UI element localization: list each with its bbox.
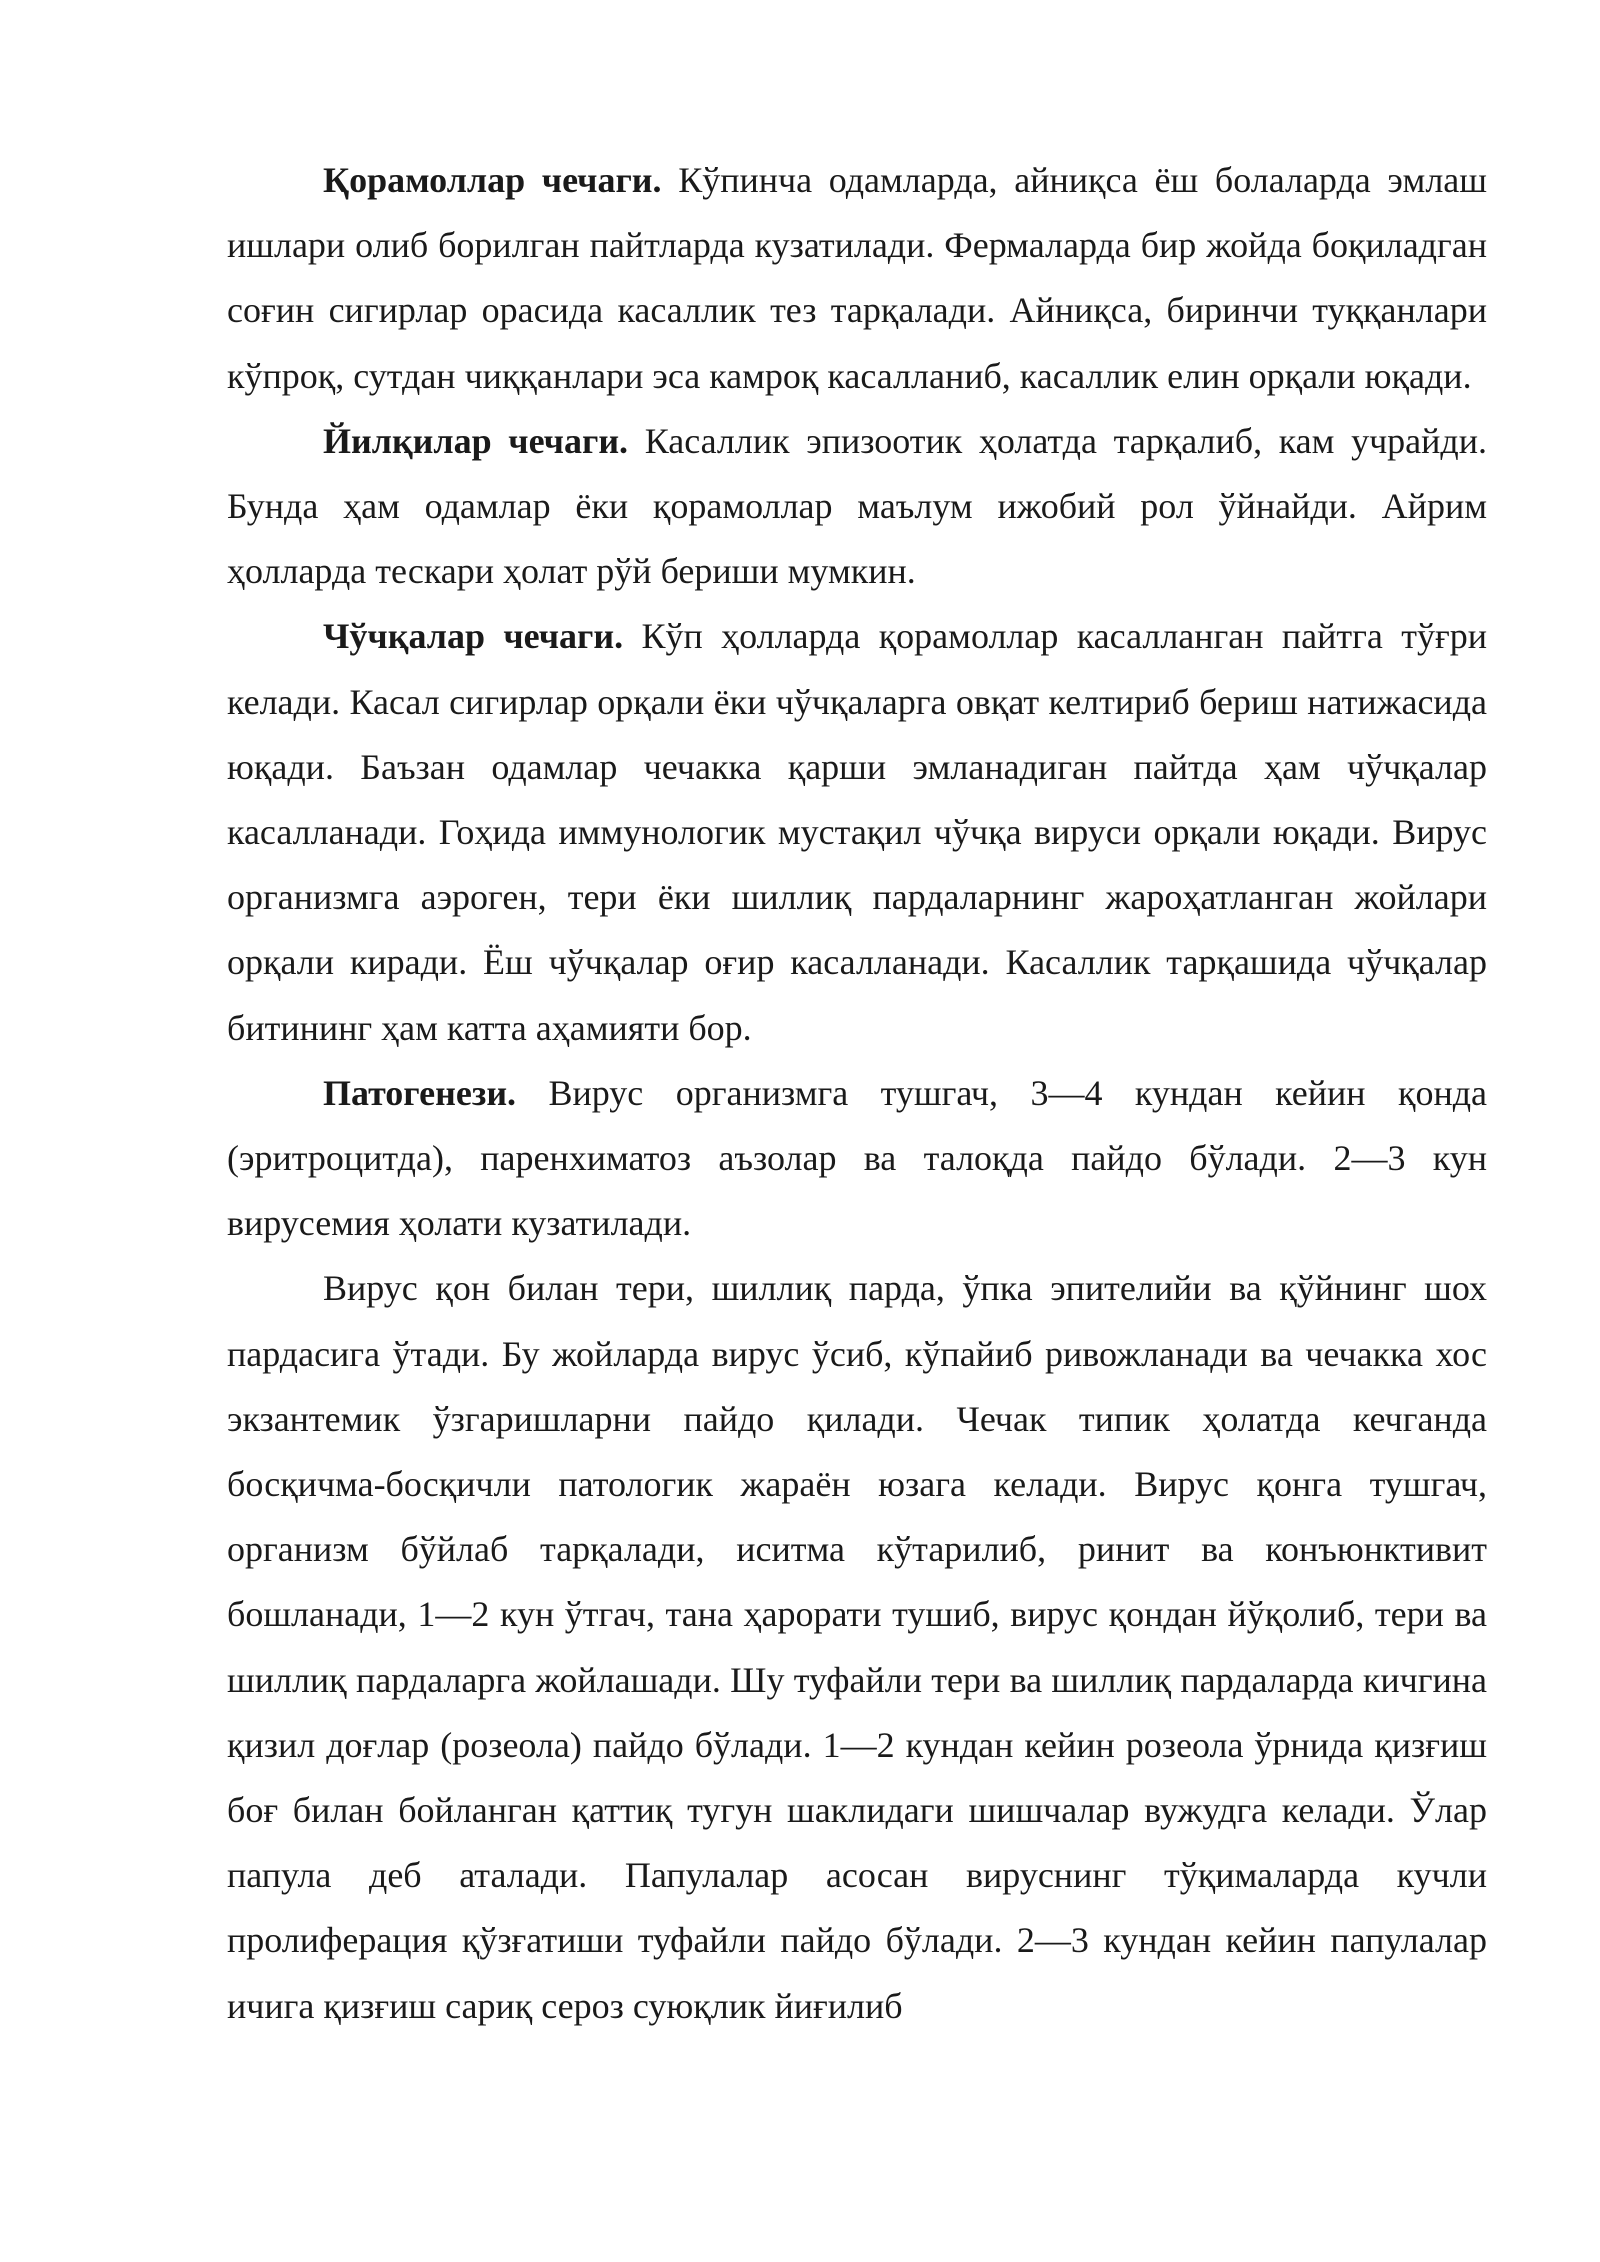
paragraph-heading: Қорамоллар чечаги. bbox=[323, 160, 662, 200]
paragraph-text: Касаллик эпизоотик ҳолатда тарқалиб, кам учрайди. Бунда ҳам одамлар ёки қорамоллар маълум ижобий рол ўйнайди. Айрим ҳолларда тескари ҳолат рўй бериши мумкин. bbox=[227, 420, 1487, 592]
paragraph-heading: Патогенези. bbox=[323, 1072, 517, 1113]
paragraph-virus-spread bbox=[227, 1256, 1487, 2038]
paragraph-text: Кўпинча одамларда, айниқса ёш болаларда эмлаш ишлари олиб борилган пайтларда кузатилади. Фермаларда бир жойда боқиладган соғин сигирлар орасида касаллик тез тарқалади. Айниқса, биринчи туққанлари кўпроқ, сутдан чиққанлари эса камроқ касалланиб, касаллик елин орқали юқади. bbox=[227, 160, 1487, 396]
document-page bbox=[227, 148, 1487, 2039]
paragraph-text: Вирус қон билан тери, шиллиқ парда, ўпка эпителийи ва қўйнинг шох пардасига ўтади. Бу жойларда вирус ўсиб, кўпайиб ривожланади ва чечакка хос экзантемик ўзгаришларни пайдо қилади. Чечак типик ҳолатда кечганда босқичма-босқичли патологик жараён юзага келади. Вирус қонга тушгач, организм бўйлаб тарқалади, иситма кўтарилиб, ринит ва конъюнктивит бошланади, 1—2 кун ўтгач, тана ҳарорати тушиб, вирус қондан йўқолиб, тери ва шиллиқ пардаларга жойлашади. Шу туфайли тери ва шиллиқ пардаларда кичгина қизил доғлар (розеола) пайдо бўлади. 1—2 кундан кейин розеола ўрнида қизғиш боғ билан бойланган қаттиқ тугун шаклидаги шишчалар вужудга келади. Ўлар папула деб аталади. Папулалар асосан вируснинг тўқималарда кучли пролиферация қўзғатиши туфайли пайдо бўлади. 2—3 кундан кейин папулалар ичига қизғиш сариқ сероз суюқлик йиғилиб bbox=[227, 1268, 1487, 2026]
paragraph-heading: Йилқилар чечаги. bbox=[323, 420, 629, 461]
paragraph-cattle-pox bbox=[227, 148, 1487, 409]
paragraph-swine-pox bbox=[227, 604, 1487, 1060]
paragraph-pathogenesis bbox=[227, 1061, 1487, 1257]
paragraph-text: Кўп ҳолларда қорамоллар касалланган пайтга тўғри келади. Касал сигирлар орқали ёки чўчқаларга овқат келтириб бериш натижасида юқади. Баъзан одамлар чечакка қарши эмланадиган пайтда ҳам чўчқалар касалланади. Гоҳида иммунологик мустақил чўчқа вируси орқали юқади. Вирус организмга аэроген, тери ёки шиллиқ пардаларнинг жароҳатланган жойлари орқали киради. Ёш чўчқалар оғир касалланади. Касаллик тарқашида чўчқалар битининг ҳам катта аҳамияти бор. bbox=[227, 616, 1487, 1048]
paragraph-heading: Чўчқалар чечаги. bbox=[323, 616, 624, 657]
paragraph-text: Вирус организмга тушгач, 3—4 кундан кейин қонда (эритроцитда), паренхиматоз аъзолар ва талоқда пайдо бўлади. 2—3 кун вирусемия ҳолати кузатилади. bbox=[227, 1072, 1487, 1244]
paragraph-horse-pox bbox=[227, 409, 1487, 605]
